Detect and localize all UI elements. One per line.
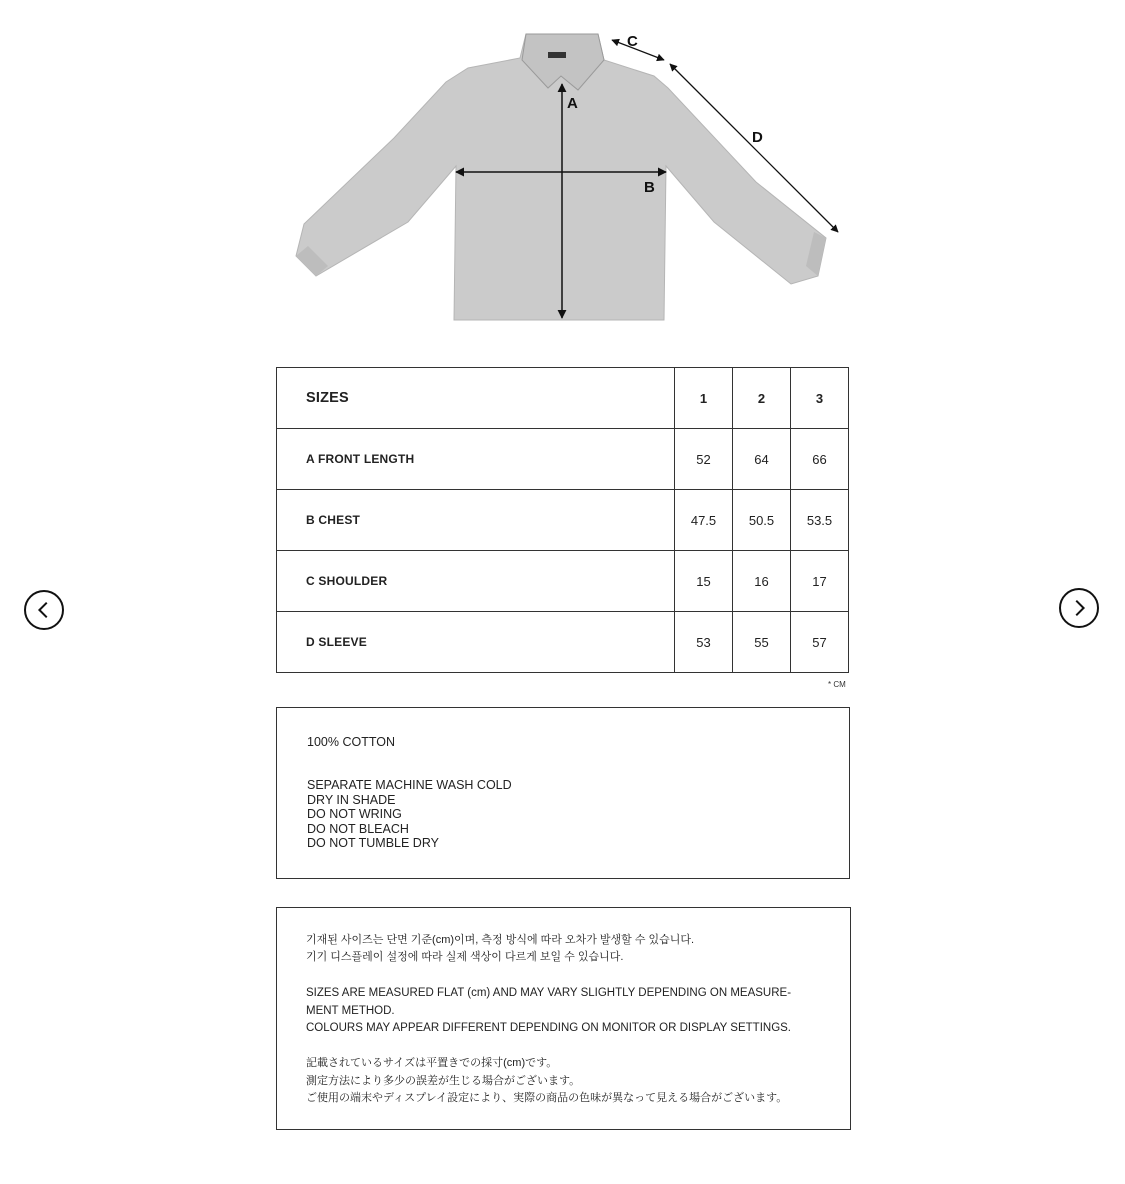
notice-line: MENT METHOD.: [306, 1004, 395, 1017]
next-image-button[interactable]: [1059, 588, 1099, 628]
table-cell: 55: [733, 612, 791, 673]
garment-measurement-diagram: [286, 26, 846, 326]
notice-english: [306, 985, 791, 1038]
table-cell: 52: [675, 429, 733, 490]
table-cell: 57: [791, 612, 849, 673]
svg-text:C: C: [627, 33, 638, 50]
table-cell: 50.5: [733, 490, 791, 551]
row-label: B CHEST: [277, 490, 675, 551]
table-cell: 53: [675, 612, 733, 673]
svg-text:B: B: [644, 179, 655, 196]
table-row-front-length: [277, 429, 849, 490]
notice-line: 記載されているサイズは平置きでの採寸(cm)です。: [306, 1057, 558, 1069]
polo-shirt-illustration: [286, 26, 846, 326]
notice-line: COLOURS MAY APPEAR DIFFERENT DEPENDING ON MONITOR OR DISPLAY SETTINGS.: [306, 1022, 792, 1034]
notice-line: 測定方法により多少の誤差が生じる場合がございます。: [306, 1074, 581, 1087]
care-instructions-box: [276, 707, 850, 879]
table-cell: 15: [675, 551, 733, 612]
row-label: C SHOULDER: [277, 551, 675, 612]
table-cell: 53.5: [791, 490, 849, 551]
care-instruction: DRY IN SHADE: [307, 792, 396, 807]
care-instructions-list: [307, 778, 512, 851]
table-row-sleeve: [277, 612, 849, 673]
size-header-1: 1: [675, 368, 733, 429]
care-instruction: SEPARATE MACHINE WASH COLD: [307, 778, 512, 792]
notice-line: 기재된 사이즈는 단면 기준(cm)이며, 측정 방식에 따라 오차가 발생할 수 있습니다.: [306, 934, 695, 946]
svg-text:A: A: [567, 95, 578, 112]
row-label: A FRONT LENGTH: [277, 429, 675, 490]
size-header-3: 3: [791, 368, 849, 429]
unit-note: * CM: [828, 680, 846, 689]
notice-line: ご使用の端末やディスプレイ設定により、実際の商品の色味が異なって見える場合がございます。: [306, 1092, 788, 1104]
sizes-header-label: SIZES: [277, 368, 675, 429]
size-header-2: 2: [733, 368, 791, 429]
notice-line: SIZES ARE MEASURED FLAT (cm) AND MAY VARY SLIGHTLY DEPENDING ON MEASURE-: [306, 987, 792, 999]
chevron-left-icon: [33, 599, 55, 621]
table-header-row: [277, 368, 849, 429]
row-label: D SLEEVE: [277, 612, 675, 673]
care-instruction: DO NOT WRING: [307, 807, 402, 821]
table-row-shoulder: [277, 551, 849, 612]
table-cell: 66: [791, 429, 849, 490]
previous-image-button[interactable]: [24, 590, 64, 630]
chevron-right-icon: [1068, 597, 1090, 619]
care-instruction: DO NOT TUMBLE DRY: [307, 836, 439, 850]
care-instruction: DO NOT BLEACH: [307, 821, 409, 836]
fabric-composition: 100% COTTON: [307, 735, 395, 749]
measurement-notice-box: [276, 907, 851, 1130]
table-cell: 17: [791, 551, 849, 612]
svg-text:D: D: [752, 129, 763, 146]
table-row-chest: [277, 490, 849, 551]
table-cell: 47.5: [675, 490, 733, 551]
table-cell: 16: [733, 551, 791, 612]
notice-line: 기기 디스플레이 설정에 따라 실제 색상이 다르게 보일 수 있습니다.: [306, 951, 624, 963]
notice-japanese: [306, 1055, 787, 1108]
table-cell: 64: [733, 429, 791, 490]
size-chart-table: [276, 367, 849, 673]
notice-korean: [306, 932, 694, 966]
